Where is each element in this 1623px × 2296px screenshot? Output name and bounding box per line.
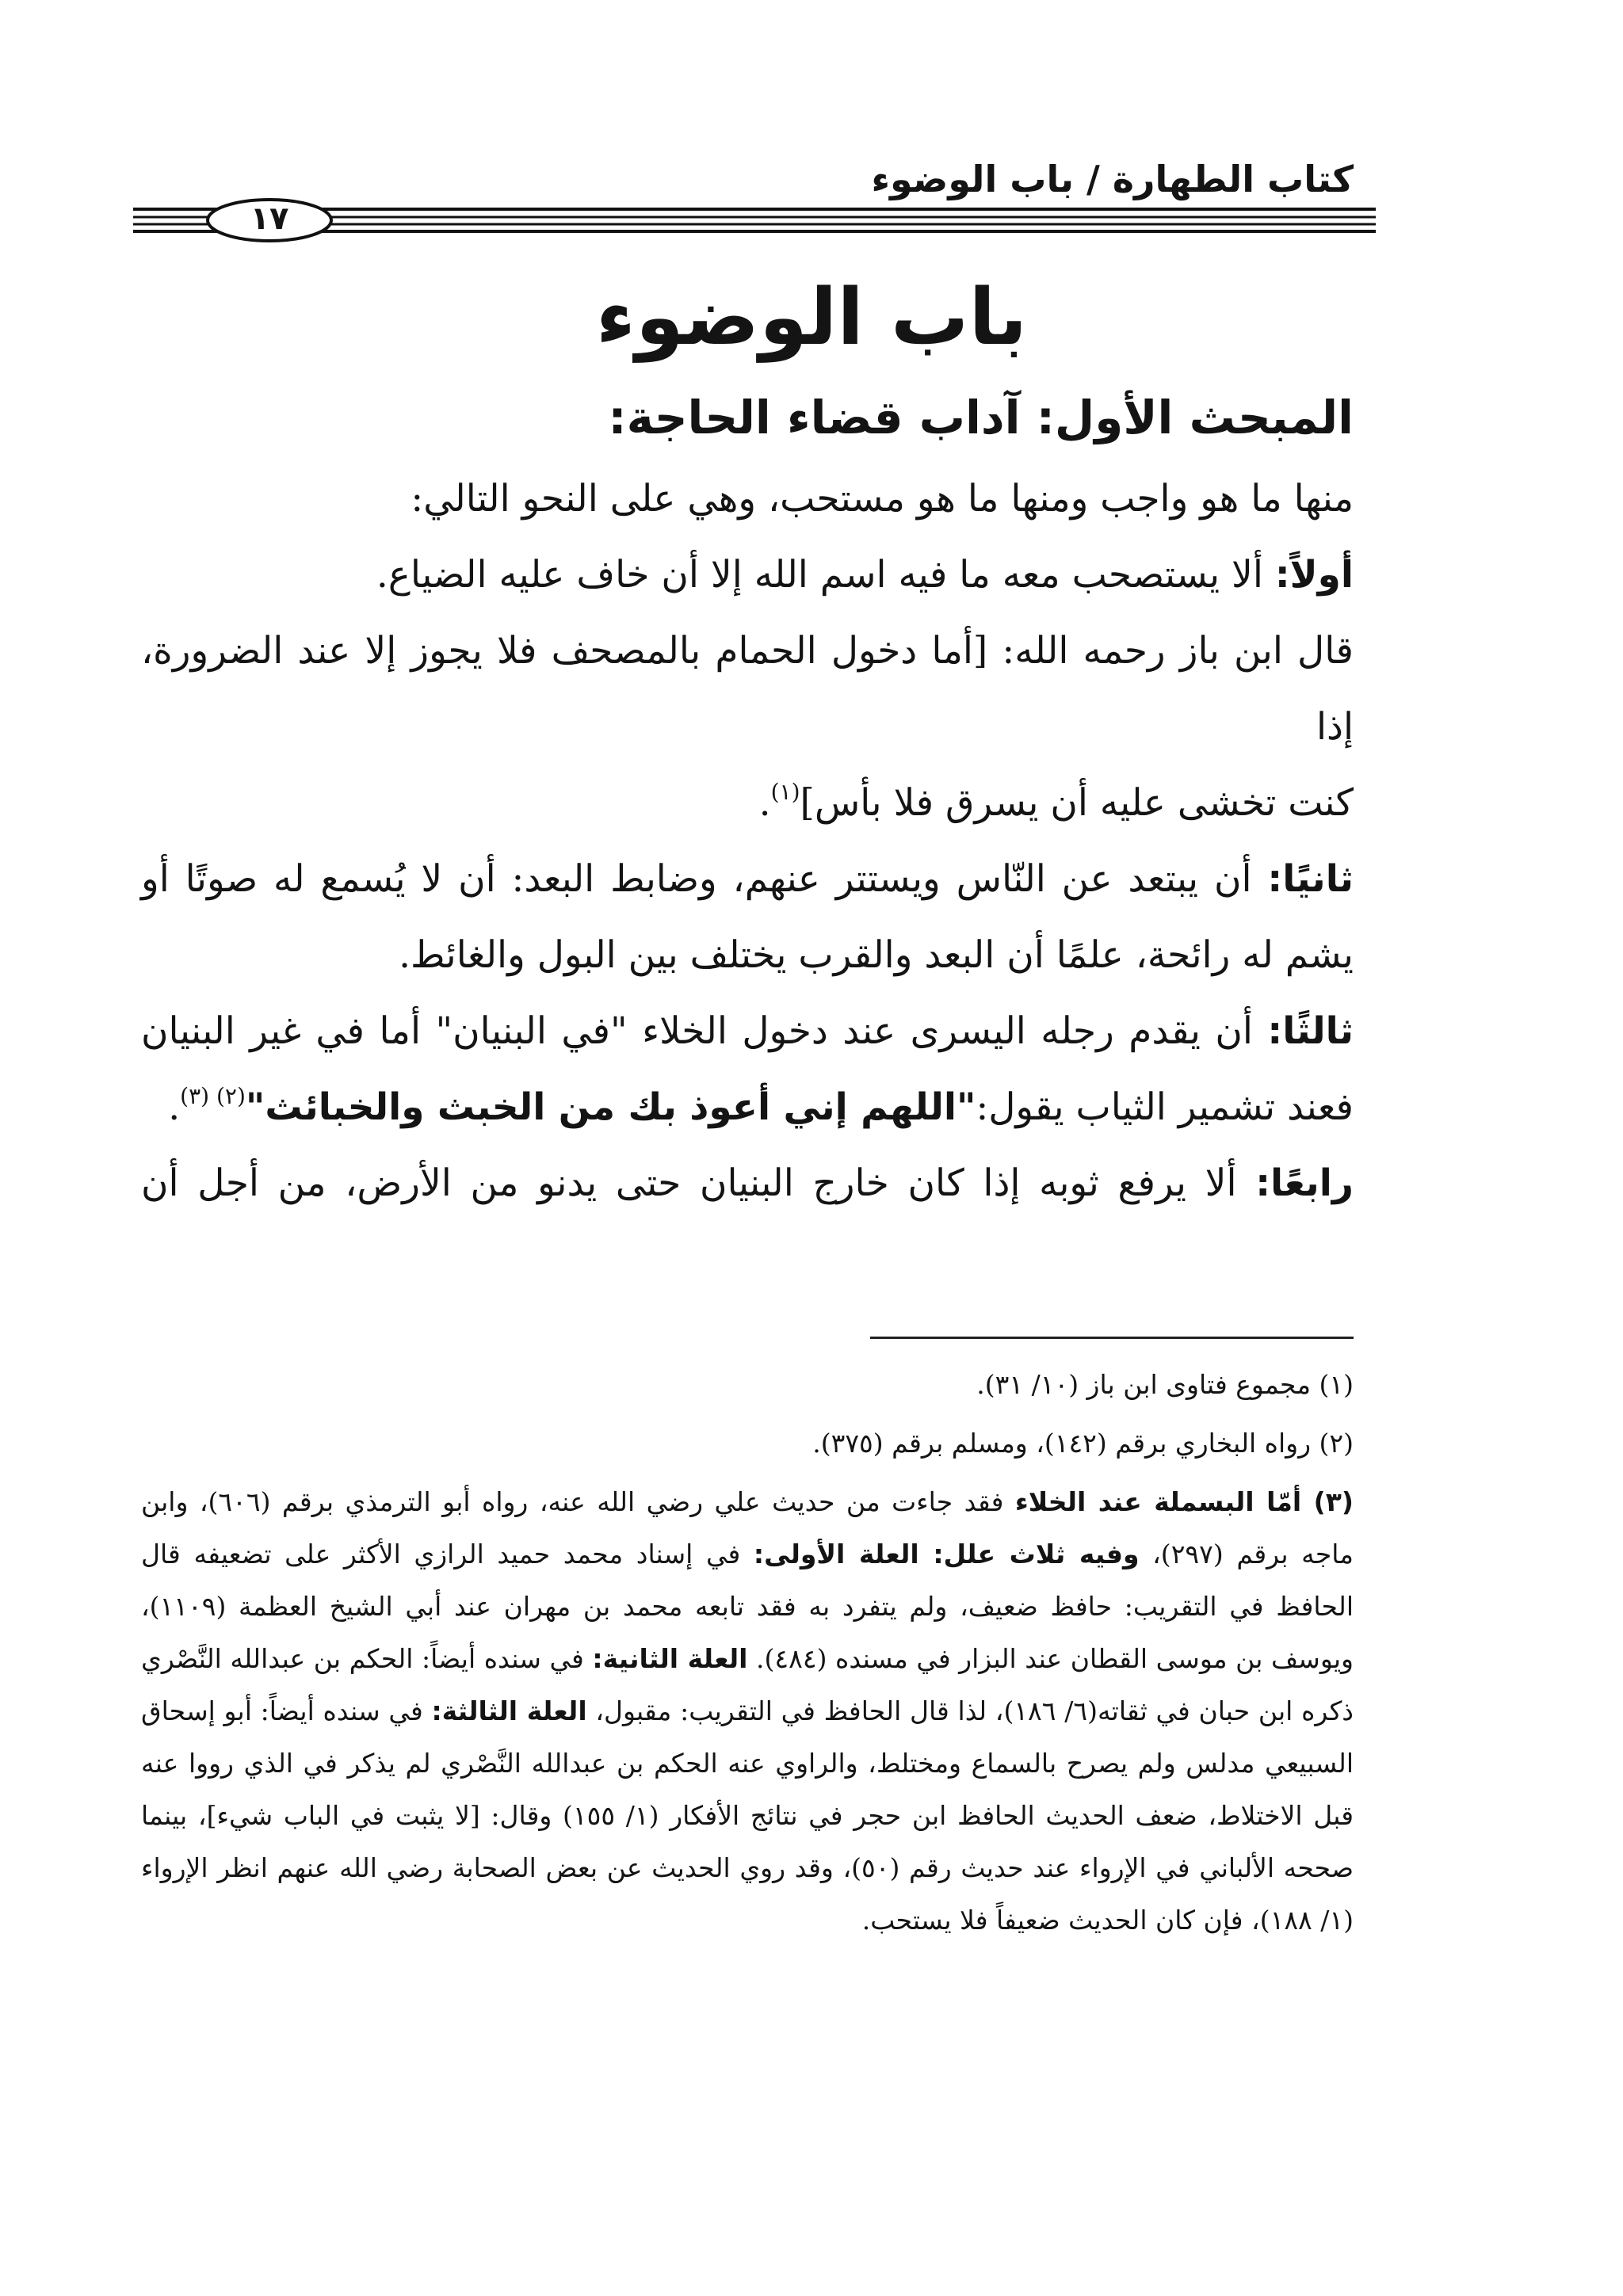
running-header-title: كتاب الطهارة / باب الوضوء [871, 158, 1354, 200]
chapter-title: باب الوضوء [595, 273, 1028, 363]
item-label-fourth: رابعًا: [1255, 1161, 1354, 1205]
footnote-3-part-g: في سنده أيضاً: أبو إسحاق السبيعي مدلس ولم يصرح بالسماع ومختلط، والراوي عنه الحكم بن عبدالله النَّصْري لم يذكر في الذي رووا عنه قبل الاختلاط، ضعف الحديث الحافظ ابن حجر في نتائج الأفكار (١/ ١٥٥) وقال: [لا يثبت في الباب شيء]، بينما صححه الألباني في الإرواء عند حديث رقم (٥٠)، وقد روي الحديث عن بعض الصحابة رضي الله عنهم انظر الإرواء (١/ ١٨٨)، فإن كان الحديث ضعيفاً فلا يستحب. [141, 1695, 1354, 1936]
paragraph-intro: منها ما هو واجب ومنها ما هو مستحب، وهي على النحو التالي: [411, 477, 1354, 521]
footnote-3-part-d: العلة الثانية: [592, 1643, 748, 1674]
item-text-third-1: أن يقدم رجله اليسرى عند دخول الخلاء "في البنيان" أما في غير البنيان [141, 1009, 1253, 1053]
item-text-first: ألا يستصحب معه ما فيه اسم الله إلا أن خاف عليه الضياع. [376, 553, 1263, 597]
footnote-1: (١) مجموع فتاوى ابن باز (١٠/ ٣١). [976, 1369, 1354, 1400]
footnote-3-part-b: وفيه ثلاث علل: العلة الأولى: [753, 1539, 1140, 1569]
body-text [141, 461, 1354, 1222]
paragraph-second-line1 [141, 841, 1354, 917]
item-label-first: أولاً: [1274, 553, 1354, 597]
item-text-third-2: فعند تشمير الثياب يقول: [976, 1085, 1354, 1129]
paragraph-fourth [141, 1146, 1354, 1222]
footnote-3-label: (٣) أمّا البسملة عند الخلاء [1014, 1486, 1354, 1517]
section-heading: المبحث الأول: آداب قضاء الحاجة: [608, 391, 1354, 444]
paragraph-quote-line1: قال ابن باز رحمه الله: [أما دخول الحمام بالمصحف فلا يجوز إلا عند الضرورة، إذا [141, 629, 1354, 749]
item-label-second: ثانيًا: [1267, 857, 1354, 901]
footnote-2: (٢) رواه البخاري برقم (١٤٢)، ومسلم برقم (٣٧٥). [812, 1428, 1354, 1459]
footnote-ref-1: (١) [770, 779, 800, 805]
item-label-third: ثالثًا: [1267, 1009, 1354, 1053]
footnote-ref-2-3: (٢) (٣) [180, 1083, 246, 1109]
footnote-3-part-f: العلة الثالثة: [431, 1695, 587, 1726]
quote-text: كنت تخشى عليه أن يسرق فلا بأس] [800, 781, 1354, 825]
footnote-3-part-c: في إسناد محمد حميد الرازي الأكثر على تضعيفه قال الحافظ في التقريب: حافظ ضعيف، ولم يتفرد به فقد تابعه محمد بن مهران عند أبي الشيخ العظمة (١١٠٩)، ويوسف بن موسى القطان عند البزار في مسنده (٤٨٤). [141, 1539, 1354, 1674]
footnote-3-part-e: في سنده أيضاً: الحكم بن عبدالله النَّصْري ذكره ابن حبان في ثقاته(٦/ ١٨٦)، لذا قال الحافظ في التقريب: مقبول، [141, 1643, 1354, 1726]
footnote-3 [141, 1476, 1354, 1947]
footnote-3-part-a: فقد جاءت من حديث علي رضي الله عنه، رواه أبو الترمذي برقم (٦٠٦)، وابن ماجه برقم (٢٩٧)، [141, 1486, 1354, 1569]
page-number: ١٧ [250, 200, 289, 237]
paragraph-third-line1 [141, 994, 1354, 1070]
paragraph-second-line2: يشم له رائحة، علمًا أن البعد والقرب يختلف بين البول والغائط. [399, 933, 1354, 977]
footnote-separator [870, 1337, 1354, 1339]
paragraph-first [141, 537, 1354, 613]
item-text-second-1: أن يبتعد عن النّاس ويستتر عنهم، وضابط البعد: أن لا يُسمع له صوتًا أو [141, 857, 1252, 901]
paragraph-quote-line2: كنت تخشى عليه أن يسرق فلا بأس]$^{(١)}$. [758, 779, 1354, 825]
item-text-fourth: ألا يرفع ثوبه إذا كان خارج البنيان حتى يدنو من الأرض، من أجل أن [141, 1161, 1237, 1205]
footnotes [141, 1359, 1354, 1953]
dua-text: "اللهم إني أعوذ بك من الخبث والخبائث" [245, 1085, 976, 1129]
paragraph-third-line2: فعند تشمير الثياب يقول:"اللهم إني أعوذ بك من الخبث والخبائث"$^{(٢) (٣)}$. [168, 1083, 1354, 1129]
